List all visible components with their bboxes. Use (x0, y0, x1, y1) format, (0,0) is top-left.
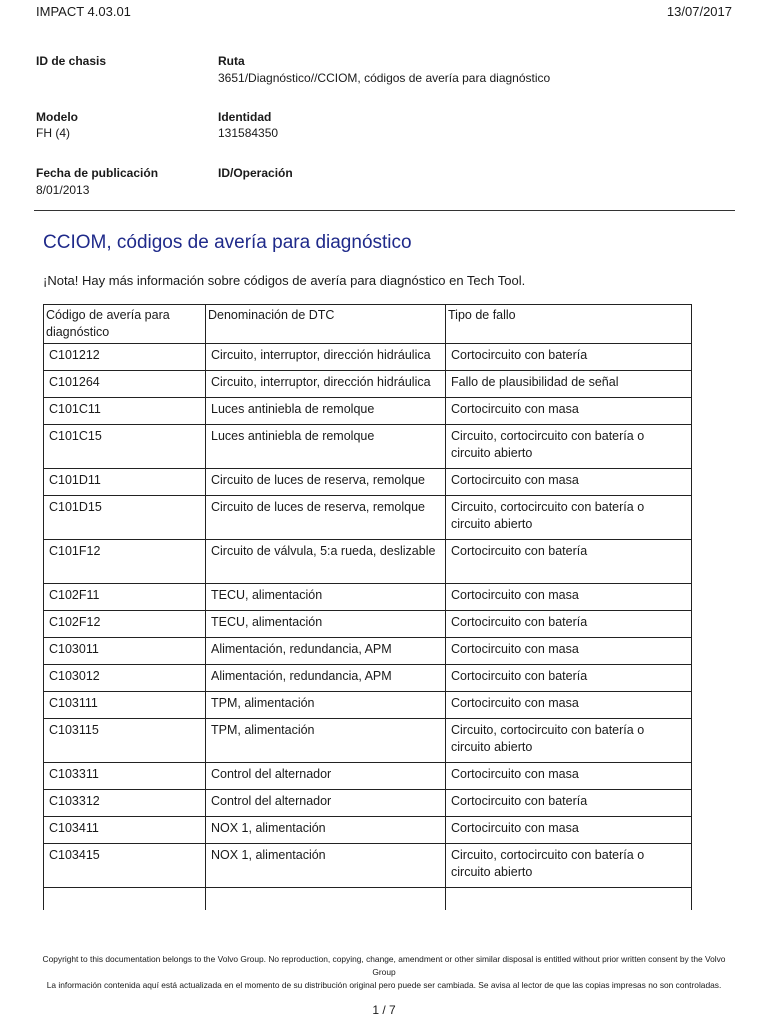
table-row (44, 540, 692, 584)
empty-cell (206, 888, 446, 911)
identity-label: Identidad (218, 110, 272, 124)
operation-id-label: ID/Operación (218, 166, 293, 180)
dtc-table-body (44, 344, 692, 911)
model-value: FH (4) (36, 126, 70, 140)
route-label: Ruta (218, 54, 245, 68)
table-row (44, 584, 692, 611)
dtc-name-cell: Circuito de válvula, 5:a rueda, deslizable (206, 540, 446, 584)
dtc-code-cell: C103311 (44, 763, 206, 790)
dtc-code-cell: C103111 (44, 692, 206, 719)
dtc-code-cell: C101C11 (44, 398, 206, 425)
table-row (44, 371, 692, 398)
fault-type-cell: Circuito, cortocircuito con batería o circuito abierto (446, 496, 692, 540)
identity-value: 131584350 (218, 126, 279, 140)
dtc-name-cell: Luces antiniebla de remolque (206, 425, 446, 469)
empty-cell (44, 888, 206, 911)
table-row (44, 425, 692, 469)
disclaimer-text: La información contenida aquí está actualizada en el momento de su distribución original pero puede ser cambiada. Se avisa al lector de que las copias impresas no son controladas. (46, 980, 722, 990)
fault-type-cell: Fallo de plausibilidad de señal (446, 371, 692, 398)
fault-type-cell: Cortocircuito con masa (446, 763, 692, 790)
fault-type-cell: Cortocircuito con masa (446, 638, 692, 665)
column-header-name: Denominación de DTC (206, 305, 446, 344)
dtc-code-cell: C103012 (44, 665, 206, 692)
dtc-code-cell: C103011 (44, 638, 206, 665)
header-divider (34, 210, 735, 211)
table-row (44, 844, 692, 888)
page-number: 1 / 7 (372, 1003, 396, 1017)
fault-type-cell: Cortocircuito con batería (446, 665, 692, 692)
fault-type-cell: Circuito, cortocircuito con batería o circuito abierto (446, 719, 692, 763)
table-row (44, 719, 692, 763)
dtc-name-cell: Circuito de luces de reserva, remolque (206, 469, 446, 496)
column-header-code: Código de avería para diagnóstico (44, 305, 206, 344)
table-row (44, 611, 692, 638)
dtc-name-cell: TPM, alimentación (206, 719, 446, 763)
dtc-code-cell: C102F11 (44, 584, 206, 611)
publication-date-value: 8/01/2013 (36, 183, 90, 197)
fault-type-cell: Cortocircuito con masa (446, 817, 692, 844)
dtc-name-cell: Alimentación, redundancia, APM (206, 638, 446, 665)
table-row (44, 692, 692, 719)
table-row (44, 790, 692, 817)
dtc-code-cell: C101D11 (44, 469, 206, 496)
table-row (44, 817, 692, 844)
dtc-code-cell: C101D15 (44, 496, 206, 540)
dtc-name-cell: Control del alternador (206, 790, 446, 817)
fault-type-cell: Cortocircuito con masa (446, 398, 692, 425)
app-version: IMPACT 4.03.01 (36, 4, 131, 19)
dtc-code-cell: C103115 (44, 719, 206, 763)
publication-date-label: Fecha de publicación (36, 166, 159, 180)
table-row (44, 398, 692, 425)
fault-type-cell: Cortocircuito con masa (446, 469, 692, 496)
fault-type-cell: Circuito, cortocircuito con batería o circuito abierto (446, 425, 692, 469)
fault-type-cell: Circuito, cortocircuito con batería o circuito abierto (446, 844, 692, 888)
chassis-id-label: ID de chasis (36, 54, 107, 68)
column-header-fault-type: Tipo de fallo (446, 305, 692, 344)
footer (30, 953, 738, 992)
dtc-name-cell: TPM, alimentación (206, 692, 446, 719)
table-row (44, 763, 692, 790)
fault-type-cell: Cortocircuito con batería (446, 611, 692, 638)
dtc-code-cell: C101212 (44, 344, 206, 371)
table-row (44, 496, 692, 540)
fault-type-cell: Cortocircuito con batería (446, 540, 692, 584)
model-label: Modelo (36, 110, 78, 124)
dtc-name-cell: NOX 1, alimentación (206, 844, 446, 888)
table-row (44, 344, 692, 371)
table-header-row (44, 305, 692, 344)
dtc-code-cell: C103312 (44, 790, 206, 817)
dtc-name-cell: Circuito, interruptor, dirección hidráulica (206, 344, 446, 371)
dtc-code-cell: C101264 (44, 371, 206, 398)
table-row (44, 665, 692, 692)
dtc-name-cell: Luces antiniebla de remolque (206, 398, 446, 425)
fault-type-cell: Cortocircuito con batería (446, 344, 692, 371)
dtc-code-cell: C103411 (44, 817, 206, 844)
dtc-name-cell: Circuito de luces de reserva, remolque (206, 496, 446, 540)
dtc-name-cell: Control del alternador (206, 763, 446, 790)
dtc-code-cell: C102F12 (44, 611, 206, 638)
dtc-name-cell: TECU, alimentación (206, 611, 446, 638)
dtc-table (43, 304, 692, 910)
print-date: 13/07/2017 (666, 4, 732, 19)
dtc-code-cell: C101C15 (44, 425, 206, 469)
route-value: 3651/Diagnóstico//CCIOM, códigos de avería para diagnóstico (218, 71, 551, 85)
info-note: ¡Nota! Hay más información sobre códigos de avería para diagnóstico en Tech Tool. (43, 273, 526, 288)
fault-type-cell: Cortocircuito con masa (446, 584, 692, 611)
dtc-name-cell: NOX 1, alimentación (206, 817, 446, 844)
dtc-code-cell: C101F12 (44, 540, 206, 584)
dtc-name-cell: Circuito, interruptor, dirección hidráulica (206, 371, 446, 398)
fault-type-cell: Cortocircuito con masa (446, 692, 692, 719)
fault-type-cell: Cortocircuito con batería (446, 790, 692, 817)
dtc-name-cell: Alimentación, redundancia, APM (206, 665, 446, 692)
table-row-continued (44, 888, 692, 911)
table-row (44, 469, 692, 496)
empty-cell (446, 888, 692, 911)
page-title: CCIOM, códigos de avería para diagnóstico (43, 232, 412, 253)
copyright-text: Copyright to this documentation belongs to the Volvo Group. No reproduction, copying, change, amendment or other similar disposal is entitled without prior written consent by the Volvo Group (42, 954, 726, 977)
dtc-name-cell: TECU, alimentación (206, 584, 446, 611)
dtc-code-cell: C103415 (44, 844, 206, 888)
table-row (44, 638, 692, 665)
